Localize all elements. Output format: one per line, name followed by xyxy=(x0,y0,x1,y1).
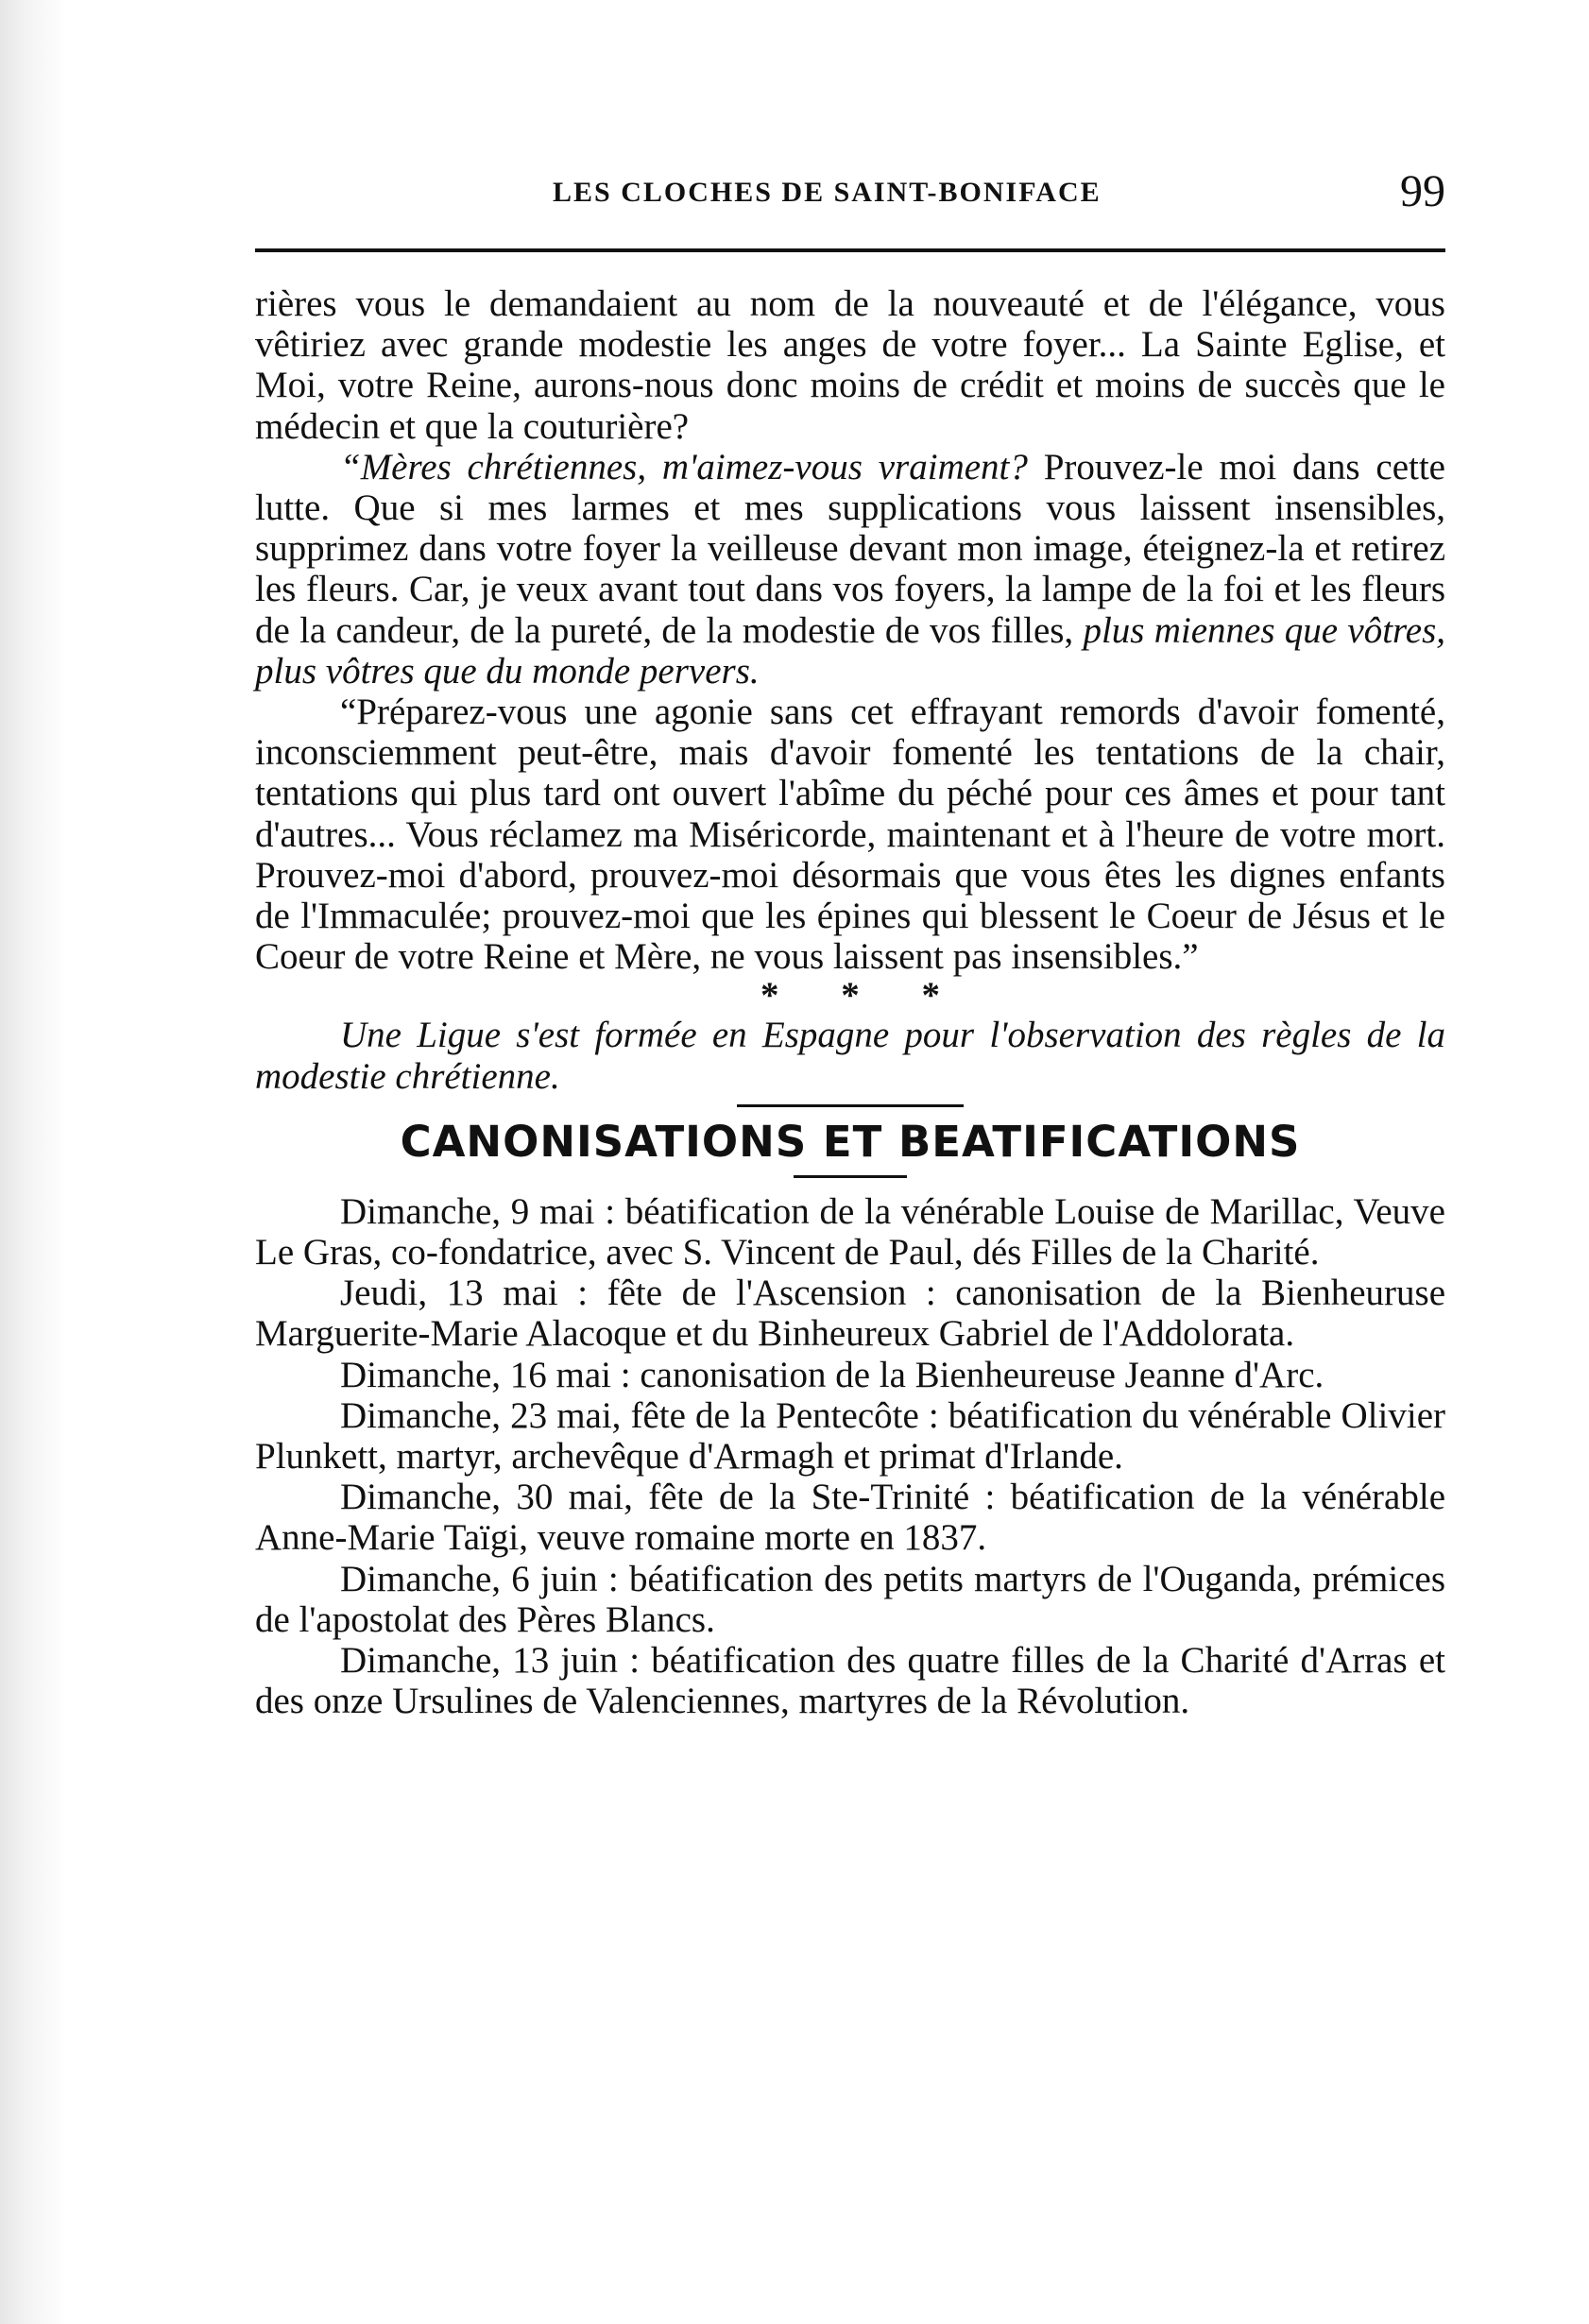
page-number: 99 xyxy=(1400,166,1445,216)
binding-edge xyxy=(0,0,66,2324)
running-head xyxy=(255,165,1445,241)
header-rule xyxy=(255,248,1445,252)
section-rule-bottom xyxy=(794,1175,907,1178)
paragraph-meres xyxy=(255,447,1445,692)
paragraph-meres-italic: “Mères chrétiennes, m'aimez-vous vraiment? xyxy=(340,446,1028,487)
entry-item: Dimanche, 13 juin : béatification des quatre filles de la Charité d'Arras et des onze Ursulines de Valenciennes, martyres de la Révolution. xyxy=(255,1640,1445,1722)
section-title: CANONISATIONS ET BEATIFICATIONS xyxy=(400,1116,1301,1167)
entry-item: Dimanche, 6 juin : béatification des petits martyrs de l'Ouganda, prémices de l'apostolat des Pères Blancs. xyxy=(255,1558,1445,1640)
running-title: LES CLOCHES DE SAINT-BONIFACE xyxy=(553,177,1102,208)
paragraph-meres-text: Prouvez-le moi dans cette lutte. Que si mes larmes et mes supplications vous laissent insensibles, supprimez dans votre foyer la veilleuse devant mon image, éteignez-la et retirez les fleurs. Car, je veux avant tout dans vos foyers, la lampe de la foi et les fleurs de la candeur, de la pureté, de la modestie de vos filles, xyxy=(255,446,1445,651)
paragraph-preparez: “Préparez-vous une agonie sans cet effrayant remords d'avoir fomenté, inconsciemment peut-être, mais d'avoir fomenté les tentations de la chair, tentations qui plus tard ont ouvert l'abîme du péché pour ces âmes et pour tant d'autres... Vous réclamez ma Miséricorde, maintenant et à l'heure de votre mort. Prouvez-moi d'abord, prouvez-moi désormais que vous êtes les dignes enfants de l'Immaculée; prouvez-moi que les épines qui blessent le Coeur de Jésus et le Coeur de votre Reine et Mère, ne vous laissent pas insensibles.” xyxy=(255,692,1445,978)
paragraph-continuation: rières vous le demandaient au nom de la nouveauté et de l'élégance, vous vêtiriez avec grande modestie les anges de votre foyer... La Sainte Eglise, et Moi, votre Reine, aurons-nous donc moins de crédit et moins de succès que le médecin et que la couturière? xyxy=(255,283,1445,447)
entry-item: Dimanche, 9 mai : béatification de la vénérable Louise de Marillac, Veuve Le Gras, co-fondatrice, avec S. Vincent de Paul, dés Filles de la Charité. xyxy=(255,1190,1445,1273)
section-stars: * * * xyxy=(760,975,966,1017)
section-rule-top xyxy=(737,1104,964,1107)
paragraph-ligue: Une Ligue s'est formée en Espagne pour l'observation des règles de la modestie chrétienne. xyxy=(255,1015,1445,1097)
entry-item: Dimanche, 23 mai, fête de la Pentecôte : béatification du vénérable Olivier Plunkett, martyr, archevêque d'Armagh et primat d'Irlande. xyxy=(255,1394,1445,1478)
paragraph-meres-italic-end: plus miennes que vôtres, plus vôtres que du monde pervers. xyxy=(255,609,1446,692)
entry-item: Dimanche, 16 mai : canonisation de la Bienheureuse Jeanne d'Arc. xyxy=(340,1354,1324,1395)
text-block xyxy=(255,283,1445,1722)
entry-item: Dimanche, 30 mai, fête de la Ste-Trinité : béatification de la vénérable Anne-Marie Taïgi, veuve romaine morte en 1837. xyxy=(255,1477,1445,1559)
entry-item: Jeudi, 13 mai : fête de l'Ascension : canonisation de la Bienheuruse Marguerite-Marie Alacoque et du Binheureux Gabriel de l'Addolorata. xyxy=(255,1273,1445,1355)
